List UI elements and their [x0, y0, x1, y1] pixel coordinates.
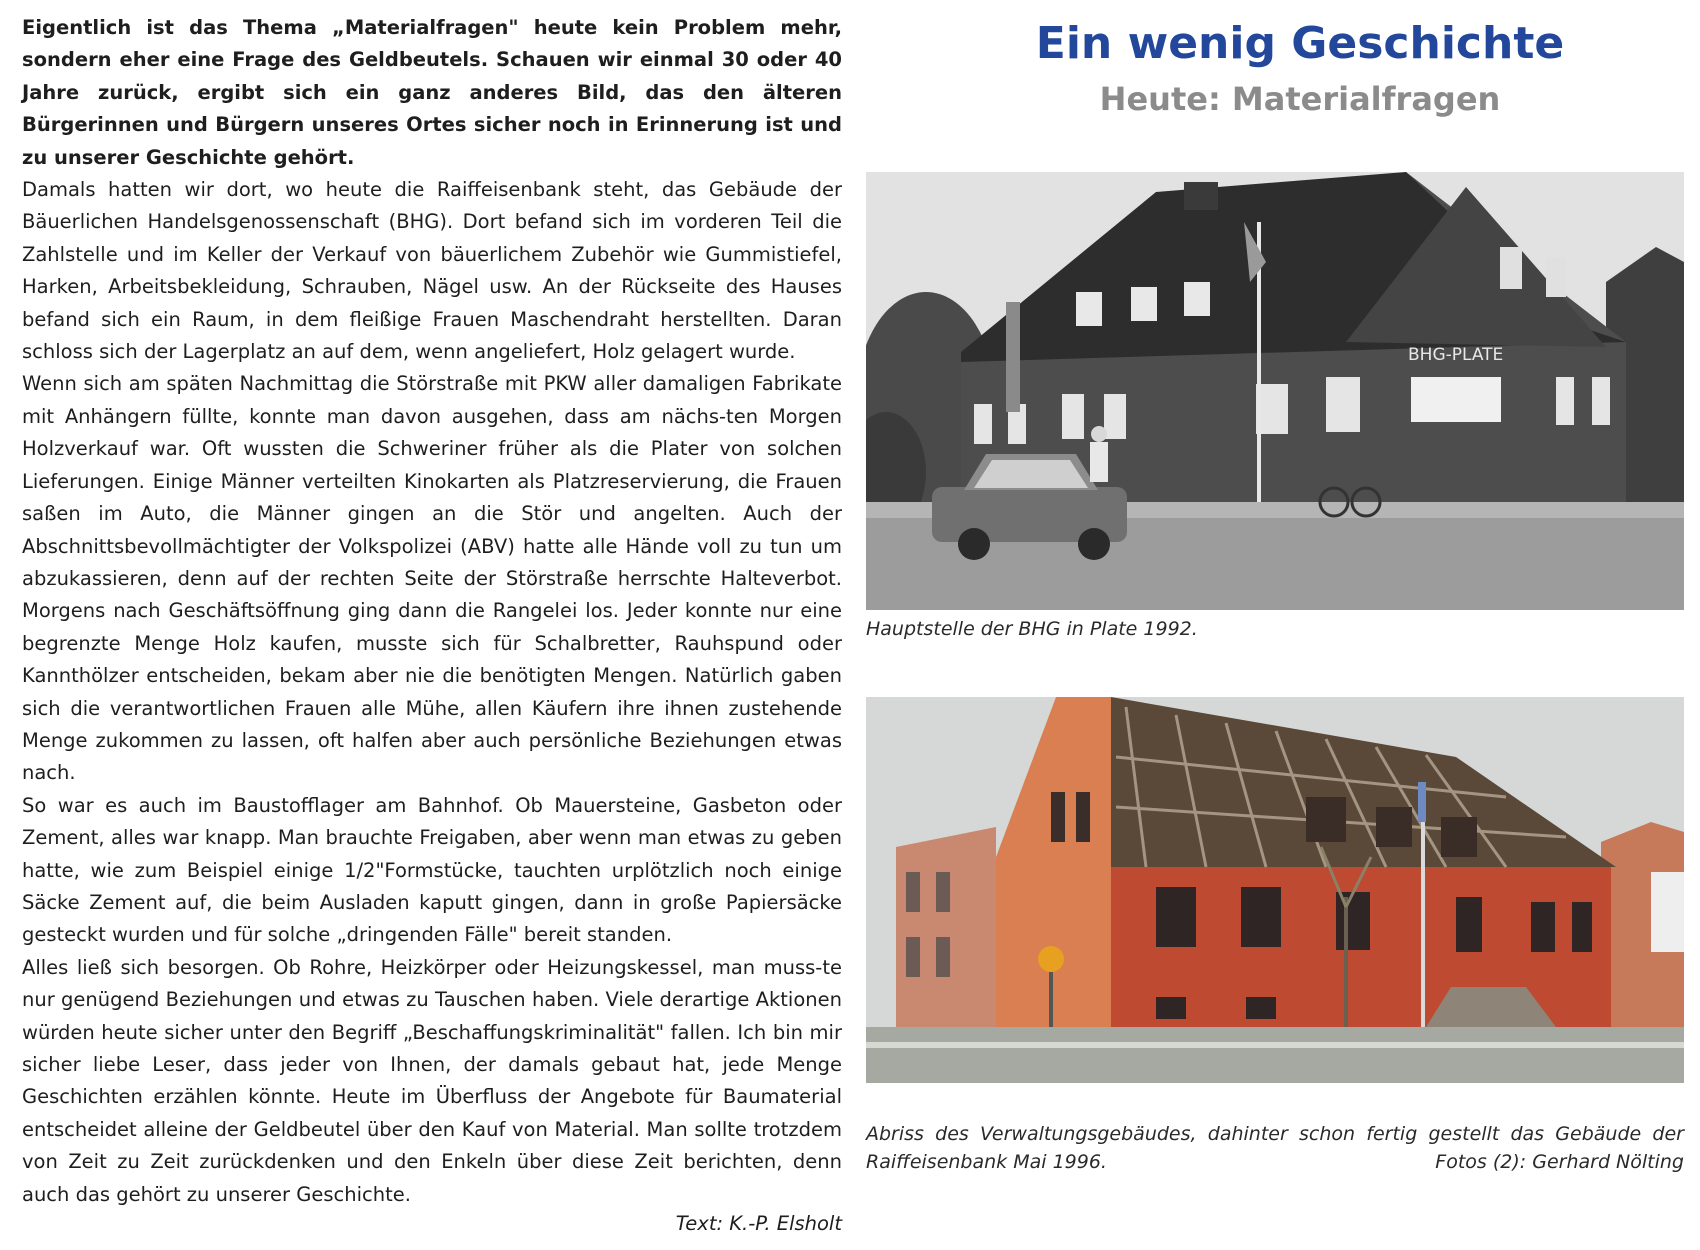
demolition-photo — [866, 697, 1684, 1083]
bhg-sign-text: BHG-PLATE — [1408, 345, 1504, 365]
author-credit: Text: K.-P. Elsholt — [675, 1212, 842, 1235]
intro-paragraph: Eigentlich ist das Thema „Materialfragen" heute kein Problem mehr, sondern eher eine Frage des Geldbeutels. Schauen wir einmal 30 oder 40 Jahre zurück, ergibt sich ein ganz anderes Bild, das den älteren Bürgerinnen und Bürgern unseres Ortes sicher noch in Erinnerung ist und zu unserer Geschichte gehört. — [22, 16, 842, 169]
photo-credit: Fotos (2): Gerhard Nölting — [1435, 1151, 1684, 1173]
page-title: Ein wenig Geschichte — [1035, 18, 1565, 69]
body-paragraph: Alles ließ sich besorgen. Ob Rohre, Heizkörper oder Heizungskessel, man muss-te nur genügend Beziehungen und etwas zu Tauschen haben. Viele derartige Aktionen würden heute sicher unter den Begriff „Beschaffungskriminalität" fallen. Ich bin mir sicher liebe Leser, dass jeder von Ihnen, der damals gebaut hat, jede Menge Geschichten erzählen könnte. Heute im Überfluss der Angebote für Baumaterial entscheidet alleine der Geldbeutel über den Kauf von Material. Man sollte trotzdem von Zeit zu Zeit zurückdenken und den Enkeln über diese Zeit berichten, denn auch das gehört zu unserer Geschichte. — [22, 955, 842, 1206]
body-paragraph: Wenn sich am späten Nachmittag die Störstraße mit PKW aller damaligen Fabrikate mit Anhängern füllte, konnte man davon ausgehen, dass am nächs-ten Morgen Holzverkauf war. Oft wussten die Schweriner früher als die Plater von solchen Lieferungen. Einige Männer verteilten Kinokarten als Platzreservierung, die Frauen saßen im Auto, die Männer gingen an die Stör und angelten. Auch der Abschnittsbevollmächtigter der Volkspolizei (ABV) hatte alle Hände voll zu tun um abzukassieren, denn auf der rechten Seite der Störstraße herrschte Halteverbot. Morgens nach Geschäftsöffnung ging dann die Rangelei los. Jeder konnte nur eine begrenzte Menge Holz kaufen, musste sich für Schalbretter, Rauhspund oder Kannthölzer entscheiden, bekam aber nie die benötigten Mengen. Natürlich gaben sich die verantwortlichen Frauen alle Mühe, allen Käufern ihre ihnen zustehende Menge zukommen zu lassen, oft halfen aber auch persönliche Beziehungen etwas nach. — [22, 372, 842, 785]
demolition-photo-caption: Abriss des Verwaltungsgebäudes, dahinter schon fertig gestellt das Gebäude der Raiffeisenbank Mai 1996. — [866, 1123, 1684, 1173]
page-subtitle: Heute: Materialfragen — [1099, 80, 1501, 118]
article-body — [22, 12, 842, 1211]
bhg-photo-caption: Hauptstelle der BHG in Plate 1992. — [866, 618, 1198, 640]
body-paragraph: So war es auch im Baustofflager am Bahnhof. Ob Mauersteine, Gasbeton oder Zement, alles war knapp. Man brauchte Freigaben, aber wenn man etwas zu geben hatte, wie zum Beispiel einige 1/2"Formstücke, tauchten urplötzlich noch einige Säcke Zement auf, die beim Ausladen kaputt gingen, dann in große Papiersäcke gesteckt wurden und für solche „dringenden Fälle" bereit standen. — [22, 793, 842, 947]
body-paragraph: Damals hatten wir dort, wo heute die Raiffeisenbank steht, das Gebäude der Bäuerlichen Handelsgenossenschaft (BHG). Dort befand sich im vorderen Teil die Zahlstelle und im Keller der Verkauf von bäuerlichem Zubehör wie Gummistiefel, Harken, Arbeitsbekleidung, Schrauben, Nägel usw. An der Rückseite des Hauses befand sich ein Raum, in dem fleißige Frauen Maschendraht herstellten. Daran schloss sich der Lagerplatz an auf dem, wenn angeliefert, Holz gelagert wurde. — [22, 178, 842, 364]
bhg-building-photo — [866, 172, 1684, 610]
